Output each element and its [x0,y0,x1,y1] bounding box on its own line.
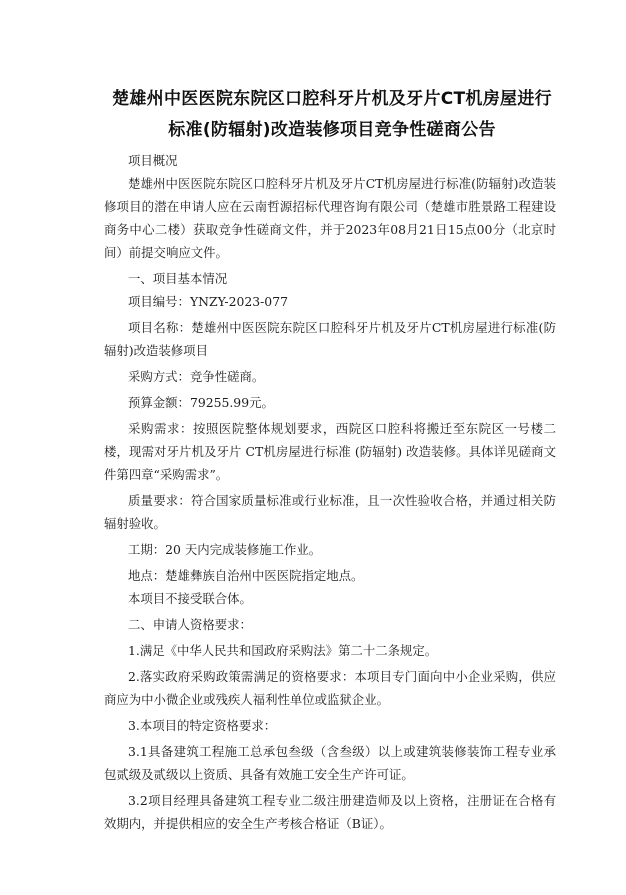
project-name: 项目名称：楚雄州中医医院东院区口腔科牙片机及牙片CT机房屋进行标准(防辐射)改造装修项目 [104,320,556,358]
procurement-method: 采购方式：竞争性磋商。 [128,369,265,384]
construction-period: 工期：20 天内完成装修施工作业。 [128,542,322,557]
title-line-1: 楚雄州中医医院东院区口腔科牙片机及牙片CT机房屋进行 [112,89,552,109]
document-title [94,84,570,146]
section-1-heading: 一、项目基本情况 [128,271,228,286]
qualification-3-1: 3.1具备建筑工程施工总承包叁级（含叁级）以上或建筑装修装饰工程专业承包贰级及贰级以上资质、具备有效施工安全生产许可证。 [104,744,556,782]
consortium-note: 本项目不接受联合体。 [128,591,252,606]
procurement-requirements: 采购需求：按照医院整体规划要求，西院区口腔科将搬迁至东院区一号楼二楼，现需对牙片机及牙片 CT机房屋进行标准 (防辐射) 改造装修。具体详见磋商文件第四章“采购需求”。 [104,421,556,482]
qualification-1: 1.满足《中华人民共和国政府采购法》第二十二条规定。 [128,643,438,658]
project-location: 地点：楚雄彝族自治州中医医院指定地点。 [128,568,364,583]
overview-text: 楚雄州中医医院东院区口腔科牙片机及牙片CT机房屋进行标准(防辐射)改造装修项目的潜在申请人应在云南哲源招标代理咨询有限公司（楚雄市胜景路工程建设商务中心二楼）获取竞争性磋商文件，并于2023年08月21日15点00分（北京时间）前提交响应文件。 [104,176,556,260]
section-2-heading: 二、申请人资格要求： [128,617,252,632]
qualification-3-2: 3.2项目经理具备建筑工程专业二级注册建造师及以上资格，注册证在合格有效期内，并提供相应的安全生产考核合格证（B证）。 [104,793,556,831]
qualification-3: 3.本项目的特定资格要求： [128,718,277,733]
budget-amount: 预算金额：79255.99元。 [128,395,274,410]
overview-heading: 项目概况 [128,153,178,168]
title-line-2: 标准(防辐射)改造装修项目竞争性磋商公告 [168,120,496,140]
project-number: 项目编号：YNZY-2023-077 [128,294,288,309]
quality-requirements: 质量要求：符合国家质量标准或行业标准，且一次性验收合格，并通过相关防辐射验收。 [104,493,556,531]
qualification-2: 2.落实政府采购政策需满足的资格要求：本项目专门面向中小企业采购，供应商应为中小微企业或残疾人福利性单位或监狱企业。 [104,669,556,707]
